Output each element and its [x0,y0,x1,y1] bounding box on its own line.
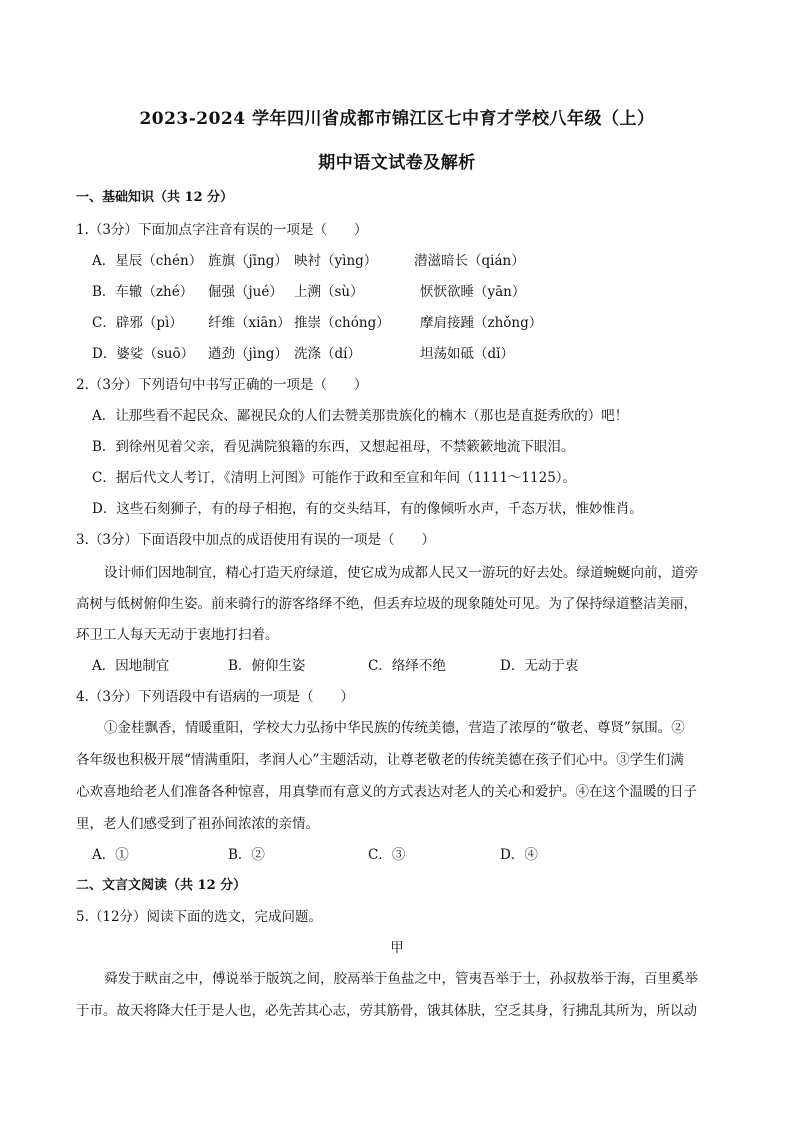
q1-option-a-3: 映衬（yìng） [294,253,378,269]
q1-option-a-2: 旌旗（jīng） [208,253,288,269]
q1-option-b-4: 恹恹欲睡（yān） [420,284,526,300]
q2-option-b: B．到徐州见着父亲，看见满院狼籍的东西，又想起祖母，不禁簌簌地流下眼泪。 [92,439,575,455]
q3-passage-line-2: 高树与低树俯仰生姿。前来骑行的游客络绎不绝，但丢弃垃圾的现象随处可见。为了保持绿道整洁美丽， [76,596,697,612]
passage-label-jia: 甲 [390,940,404,956]
question-3-stem: 3.（3分）下面语段中加点的成语使用有误的一项是（ ） [76,532,435,548]
q4-option-d: D．④ [500,847,538,863]
q1-option-a-1: A．星辰（chén） [92,253,203,269]
q2-option-c: C．据后代文人考订，《清明上河图》可能作于政和至宣和年间（1111～1125）。 [92,470,577,486]
section-heading-basic: 一、基础知识（共 12 分） [76,190,234,205]
q1-option-c-2: 纤维（xiān） [208,315,291,331]
q2-option-a: A．让那些看不起民众、鄙视民众的人们去赞美那贵族化的楠木（那也是直挺秀欣的）吧！ [92,408,629,424]
q1-option-d-1: D．婆娑（suō） [92,346,195,362]
q1-option-c-4: 摩肩接踵（zhǒng） [420,315,543,331]
q3-option-c: C．络绎不绝 [368,658,446,674]
q5-passage-line-1: 舜发于畎亩之中，傅说举于版筑之间，胶鬲举于鱼盐之中，管夷吾举于士，孙叔敖举于海，百里奚举 [104,971,698,987]
q1-option-c-1: C．辟邪（pì） [92,315,183,331]
q3-option-a: A．因地制宜 [92,658,170,674]
q3-option-d: D．无动于衷 [500,658,579,674]
q5-passage-line-2: 于市。故天将降大任于是人也，必先苦其心志，劳其筋骨，饿其体肤，空乏其身，行拂乱其所为，所以动 [76,1003,697,1019]
question-2-stem: 2.（3分）下列语句中书写正确的一项是（ ） [76,377,368,393]
q1-option-b-2: 倔强（jué） [208,284,283,300]
q4-option-b: B．② [228,847,265,863]
question-1-stem: 1.（3分）下面加点字注音有误的一项是（ ） [76,222,368,238]
page-subtitle: 期中语文试卷及解析 [318,153,476,173]
q1-option-d-3: 洗涤（dí） [294,346,361,362]
q1-option-c-3: 推崇（chóng） [294,315,390,331]
q3-passage-line-1: 设计师们因地制宜，精心打造天府绿道，使它成为成都人民又一游玩的好去处。绿道蜿蜒向前，道旁 [104,565,698,581]
q4-passage-line-2: 各年级也积极开展“情满重阳，孝润人心”主题活动，让尊老敬老的传统美德在孩子们心中。③学生们满 [76,752,684,768]
q3-passage-line-3: 环卫工人每天无动于衷地打扫着。 [76,627,279,643]
section-heading-classical: 二、文言文阅读（共 12 分） [76,878,247,893]
q1-option-d-2: 遒劲（jìng） [208,346,288,362]
q4-option-c: C．③ [368,847,406,863]
q4-option-a: A．① [92,847,129,863]
q4-passage-line-1: ①金桂飘香，情暖重阳，学校大力弘扬中华民族的传统美德，营造了浓厚的“敬老、尊贤”氛围。② [104,720,685,736]
q2-option-d: D．这些石刻狮子，有的母子相抱，有的交头结耳，有的像倾听水声，千态万状，惟妙惟肖。 [92,501,643,517]
question-4-stem: 4.（3分）下列语段中有语病的一项是（ ） [76,689,354,705]
page-title: 2023-2024 学年四川省成都市锦江区七中育才学校八年级（上） [139,109,655,129]
q1-option-b-3: 上溯（sù） [294,284,364,300]
q4-passage-line-4: 里，老人们感受到了祖孙间浓浓的亲情。 [76,816,319,832]
q1-option-b-1: B．车辙（zhé） [92,284,194,300]
q1-option-d-4: 坦荡如砥（dǐ） [420,346,514,362]
question-5-stem: 5.（12分）阅读下面的选文，完成问题。 [76,909,323,925]
q1-option-a-4: 潜滋暗长（qián） [414,253,525,269]
q4-passage-line-3: 心欢喜地给老人们准备各种惊喜，用真挚而有意义的方式表达对老人的关心和爱护。④在这个温暖的日子 [76,784,697,800]
q3-option-b: B．俯仰生姿 [228,658,306,674]
